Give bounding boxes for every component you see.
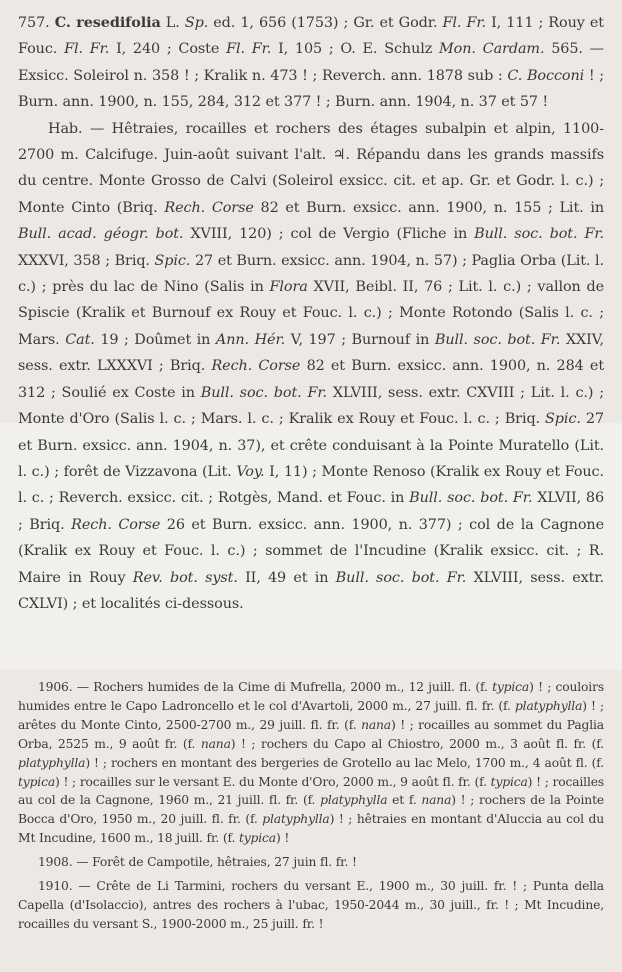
note-1906: 1906. — Rochers humides de la Cime di Mufrella, 2000 m., 12 juill. fl. (f. typica) ! ; couloirs humides entre le Capo Ladroncello et le col d'Avartoli, 2000 m., 27 juill. fl. fr. (f. platyphylla) ! ; arêtes du Monte Cinto, 2500-2700 m., 29 juill. fl. fr. (f. nana) ! ; rocailles au sommet du Paglia Orba, 2525 m., 9 août fr. (f. nana) ! ; rochers du Capo al Chiostro, 2000 m., 3 août fl. fr. (f. platyphylla) ! ; rochers en montant des bergeries de Grotello au lac Melo, 1700 m., 4 août fl. (f. typica) ! ; rocailles sur le versant E. du Monte d'Oro, 2000 m., 9 août fl. fr. (f. typica) ! ; rocailles au col de la Cagnone, 1960 m., 21 juill. fl. fr. (f. platyphylla et f. nana) ! ; rochers de la Pointe Bocca d'Oro, 1950 m., 20 juill. fl. fr. (f. platyphylla) ! ; hêtraies en montant d'Aluccia au col du Mt Incudine, 1600 m., 18 juill. fr. (f. typica) ! bbox=[18, 680, 605, 846]
entry-number: 757. bbox=[18, 15, 50, 31]
note-1910: 1910. — Crête de Li Tarmini, rochers du versant E., 1900 m., 30 juill. fr. ! ; Punta della Capella (d'Isolaccio), antres des rochers à l'ubac, 1950-2044 m., 30 juill., fr. ! ; Mt Incudine, rocailles du versant S., 1900-2000 m., 25 juill. fr. ! bbox=[18, 879, 604, 931]
species-entry bbox=[18, 10, 604, 617]
note-1908: 1908. — Forêt de Campotile, hêtraies, 27 juin fl. fr. ! bbox=[38, 855, 357, 870]
collection-notes bbox=[18, 678, 604, 939]
species-name: C. resedifolia bbox=[54, 14, 161, 31]
habitat-paragraph: Hab. — Hêtraies, rocailles et rochers des étages subalpin et alpin, 1100-2700 m. Calcifuge. Juin-août suivant l'alt. ♃. Répandu dans les grands massifs du centre. Monte Grosso de Calvi (Soleirol exsicc. cit. et ap. Gr. et Godr. l. c.) ; Monte Cinto (Briq. Rech. Corse 82 et Burn. exsicc. ann. 1900, n. 155 ; Lit. in Bull. acad. géogr. bot. XVIII, 120) ; col de Vergio (Fliche in Bull. soc. bot. Fr. XXXVI, 358 ; Briq. Spic. 27 et Burn. exsicc. ann. 1904, n. 57) ; Paglia Orba (Lit. l. c.) ; près du lac de Nino (Salis in Flora XVII, Beibl. II, 76 ; Lit. l. c.) ; vallon de Spiscie (Kralik et Burnouf ex Rouy et Fouc. l. c.) ; Monte Rotondo (Salis l. c. ; Mars. Cat. 19 ; Doûmet in Ann. Hér. V, 197 ; Burnouf in Bull. soc. bot. Fr. XXIV, sess. extr. LXXXVI ; Briq. Rech. Corse 82 et Burn. exsicc. ann. 1900, n. 284 et 312 ; Soulié ex Coste in Bull. soc. bot. Fr. XLVIII, sess. extr. CXVIII ; Lit. l. c.) ; Monte d'Oro (Salis l. c. ; Mars. l. c. ; Kralik ex Rouy et Fouc. l. c. ; Briq. Spic. 27 et Burn. exsicc. ann. 1904, n. 37), et crête conduisant à la Pointe Muratello (Lit. l. c.) ; forêt de Vizzavona (Lit. Voy. I, 11) ; Monte Renoso (Kralik ex Rouy et Fouc. l. c. ; Reverch. exsicc. cit. ; Rotgès, Mand. et Fouc. in Bull. soc. bot. Fr. XLVII, 86 ; Briq. Rech. Corse 26 et Burn. exsicc. ann. 1900, n. 377) ; col de la Cagnone (Kralik ex Rouy et Fouc. l. c.) ; sommet de l'Incudine (Kralik exsicc. cit. ; R. Maire in Rouy Rev. bot. syst. II, 49 et in Bull. soc. bot. Fr. XLVIII, sess. extr. CXLVI) ; et localités ci-dessous. bbox=[18, 120, 605, 612]
species-header: 757. C. resedifolia L. Sp. ed. 1, 656 (1753) ; Gr. et Godr. Fl. Fr. I, 111 ; Rouy et Fouc. Fl. Fr. I, 240 ; Coste Fl. Fr. I, 105 ; O. E. Schulz Mon. Cardam. 565. — Exsicc. Soleirol n. 358 ! ; Kralik n. 473 ! ; Reverch. ann. 1878 sub : C. Bocconi ! ; Burn. ann. 1900, n. 155, 284, 312 et 377 ! ; Burn. ann. 1904, n. 37 et 57 ! bbox=[18, 14, 604, 111]
